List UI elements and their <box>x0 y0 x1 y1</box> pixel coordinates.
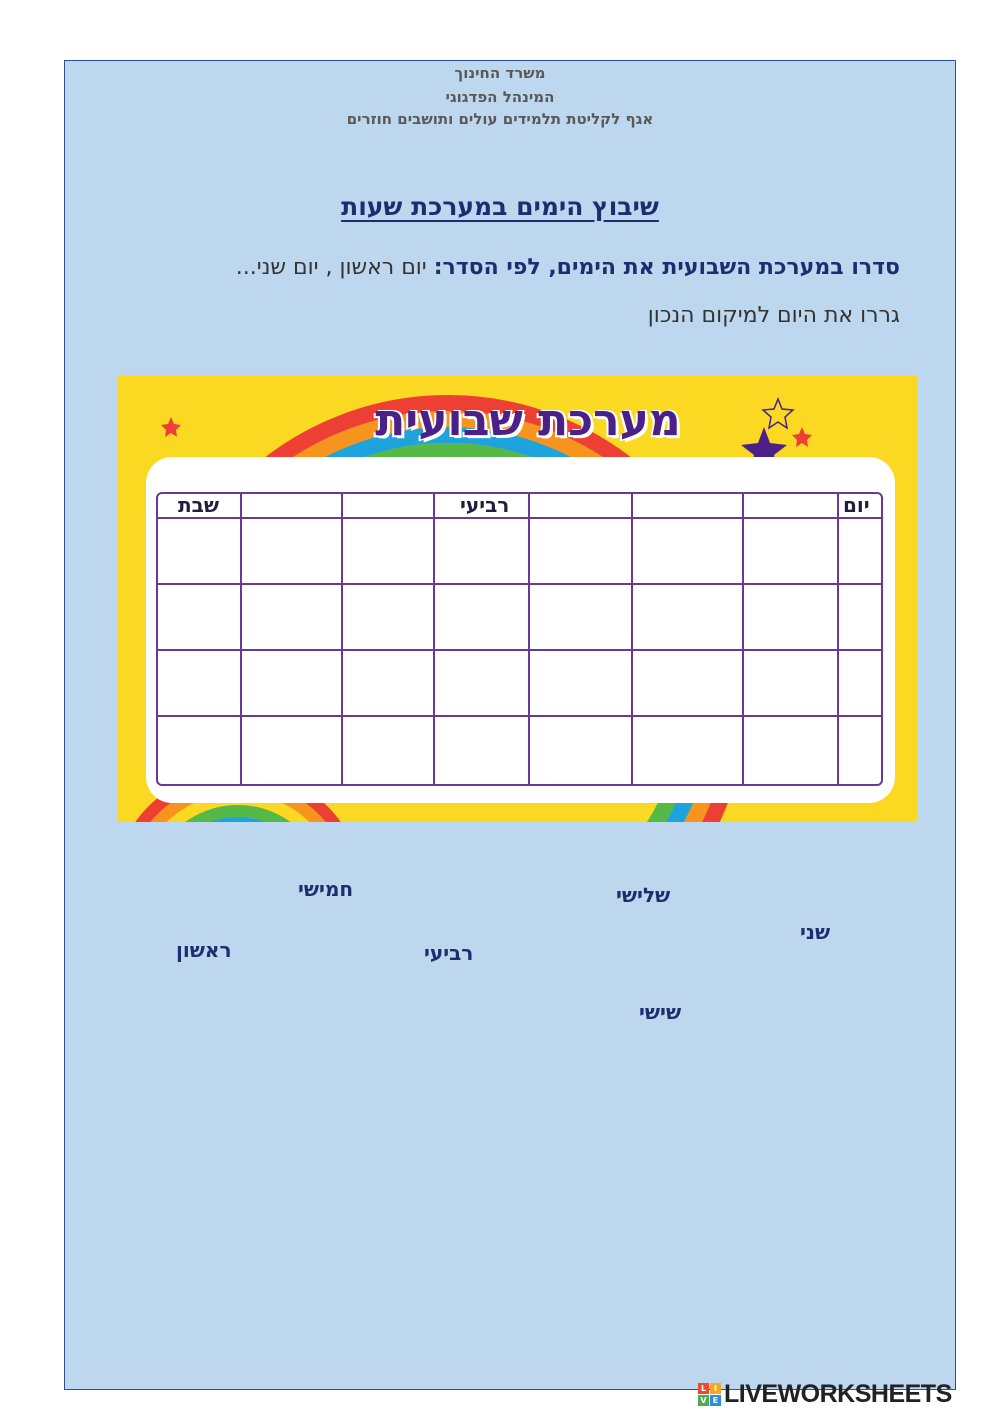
star-icon <box>763 399 793 428</box>
header-day: יום <box>843 493 870 517</box>
day-card-tuesday[interactable]: שלישי <box>616 883 671 907</box>
liveworksheets-logo[interactable] <box>698 1378 952 1410</box>
division-name: אגף לקליטת תלמידים עולים ותושבים חוזרים <box>346 110 654 128</box>
liveworksheets-wordmark: LIVEWORKSHEETS <box>724 1379 952 1408</box>
instruction-bold: סדרו במערכת השבועית את הימים, לפי הסדר: <box>433 255 900 280</box>
instruction-plain: יום ראשון , יום שני... <box>235 255 434 280</box>
star-icon <box>792 427 812 447</box>
weekly-schedule-banner <box>118 375 917 822</box>
day-card-friday[interactable]: שישי <box>639 1000 682 1024</box>
department-name: המינהל הפדגוגי <box>445 88 555 106</box>
ministry-name: משרד החינוך <box>454 64 546 82</box>
instruction-drag: גררו את היום למיקום הנכון <box>647 303 900 328</box>
header-wednesday: רביעי <box>460 493 510 517</box>
star-icon <box>161 417 181 437</box>
day-card-sunday[interactable]: ראשון <box>176 938 232 962</box>
instruction-line-1 <box>236 255 900 280</box>
day-card-wednesday[interactable]: רביעי <box>424 941 474 965</box>
header-saturday: שבת <box>178 493 220 517</box>
day-card-thursday[interactable]: חמישי <box>298 877 354 901</box>
instruction-line-2 <box>648 303 900 328</box>
day-card-monday[interactable]: שני <box>800 920 831 944</box>
schedule-grid <box>156 492 883 786</box>
grid-lines <box>158 494 881 784</box>
liveworksheets-mark-icon: L I V E <box>698 1383 721 1406</box>
banner-title: מערכת שבועית <box>375 395 681 446</box>
worksheet-title: שיבוץ הימים במערכת שעות <box>341 192 659 221</box>
